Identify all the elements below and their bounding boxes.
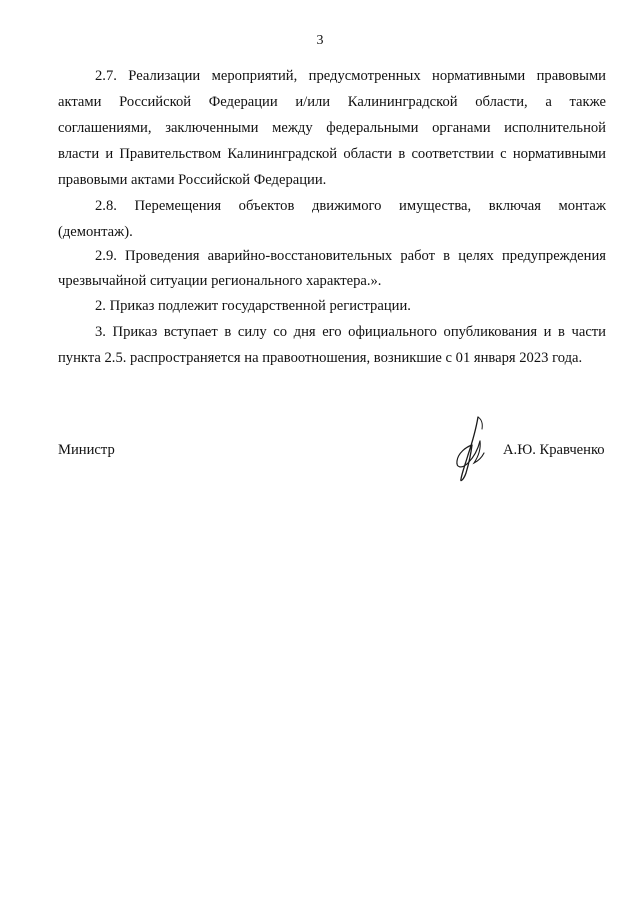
signer-position: Министр bbox=[58, 442, 115, 458]
paragraph-2: 2. Приказ подлежит государственной регистрации. bbox=[95, 298, 411, 314]
paragraph-2-8-line-1: 2.8. Перемещения объектов движимого имущества, включая монтаж bbox=[95, 198, 606, 214]
paragraph-2-7-line-5: правовыми актами Российской Федерации. bbox=[58, 172, 327, 188]
paragraph-2-8-line-2: (демонтаж). bbox=[58, 224, 133, 240]
paragraph-3-line-2: пункта 2.5. распространяется на правоотношения, возникшие с 01 января 2023 года. bbox=[58, 350, 583, 366]
page-number: 3 bbox=[316, 33, 324, 48]
paragraph-2-9-line-2: чрезвычайной ситуации регионального характера.». bbox=[58, 273, 382, 289]
paragraph-2-7-line-1: 2.7. Реализации мероприятий, предусмотренных нормативными правовыми bbox=[95, 68, 606, 84]
paragraph-2-7-line-2: актами Российской Федерации и/или Калининградской области, а также bbox=[58, 94, 606, 110]
handwritten-signature bbox=[448, 413, 498, 483]
paragraph-3-line-1: 3. Приказ вступает в силу со дня его официального опубликования и в части bbox=[95, 324, 606, 340]
signer-name: А.Ю. Кравченко bbox=[503, 442, 605, 458]
paragraph-2-7-line-3: соглашениями, заключенными между федеральными органами исполнительной bbox=[58, 120, 606, 136]
paragraph-2-9-line-1: 2.9. Проведения аварийно-восстановительных работ в целях предупреждения bbox=[95, 248, 606, 264]
paragraph-2-7-line-4: власти и Правительством Калининградской области в соответствии с нормативными bbox=[58, 146, 606, 162]
